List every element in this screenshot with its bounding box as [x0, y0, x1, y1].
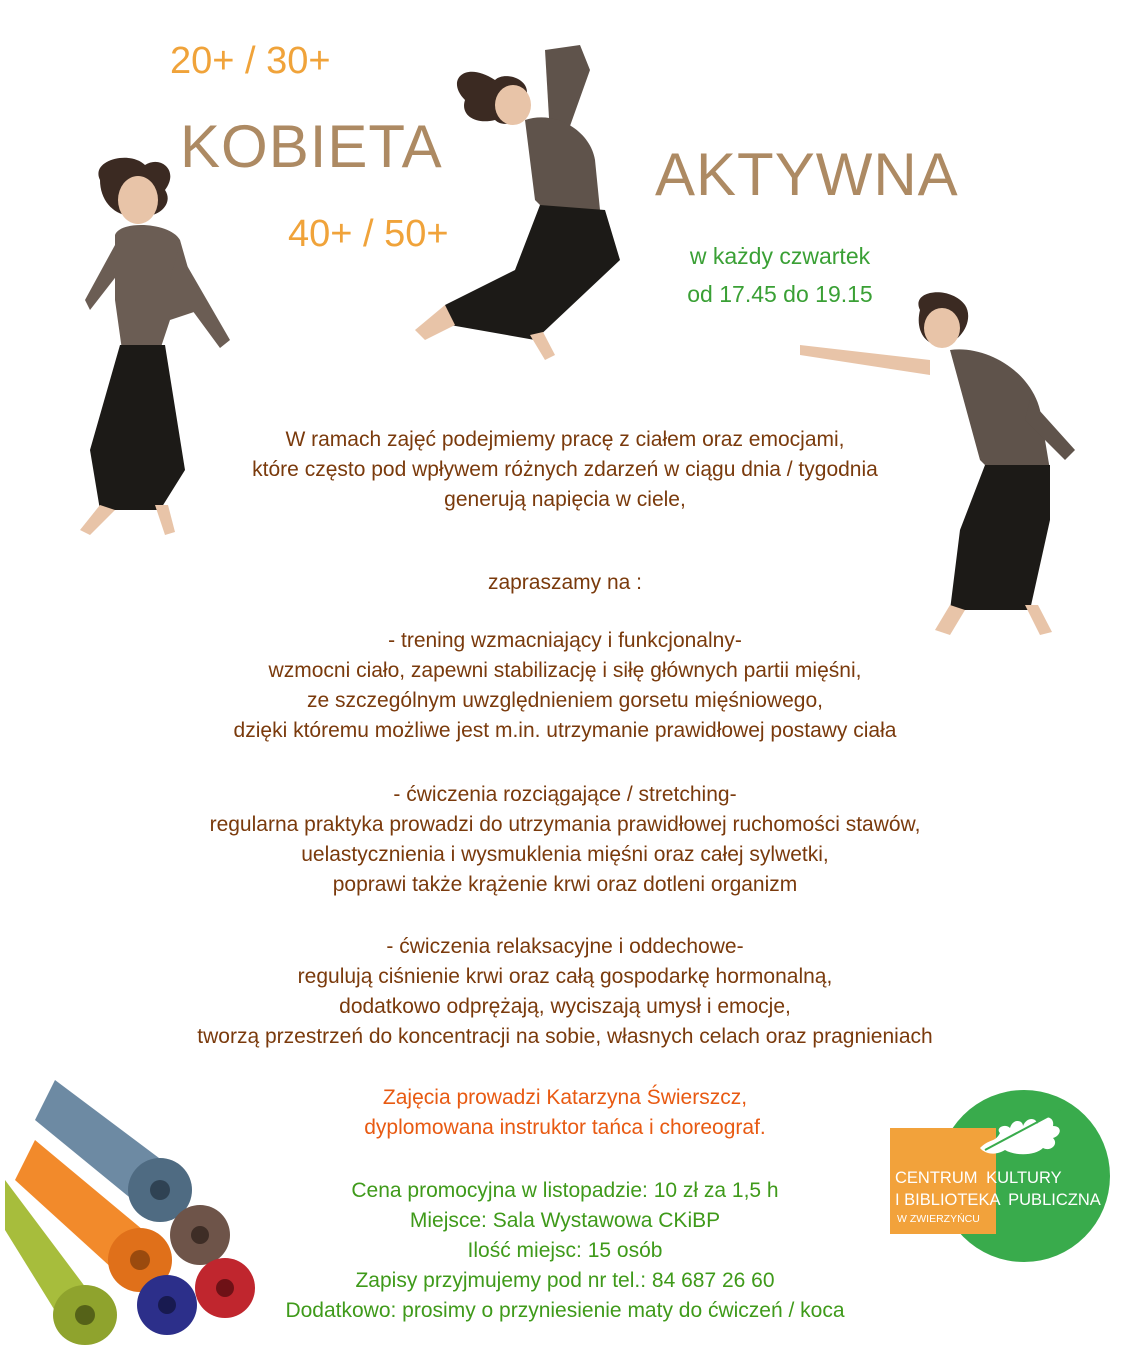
section-relaxation — [0, 932, 1130, 1052]
instructor-line: dyplomowana instruktor tańca i choreograf. — [364, 1116, 766, 1139]
section-stretching — [0, 780, 1130, 900]
info-extra: Dodatkowo: prosimy o przyniesienie maty do ćwiczeń / koca — [285, 1299, 845, 1322]
section-line: poprawi także krążenie krwi oraz dotleni organizm — [332, 873, 798, 896]
dancer-center-image — [405, 40, 645, 370]
intro-text — [0, 425, 1130, 515]
info-price: Cena promocyjna w listopadzie: 10 zł za 1,5 h — [351, 1179, 779, 1202]
section-heading: - ćwiczenia rozciągające / stretching- — [393, 783, 737, 806]
intro-line: które często pod wpływem różnych zdarzeń w ciągu dnia / tygodnia — [252, 458, 878, 481]
section-strength — [0, 626, 1130, 746]
section-line: uelastycznienia i wysmuklenia mięśni oraz całej sylwetki, — [301, 843, 829, 866]
section-line: dodatkowo odprężają, wyciszają umysł i emocje, — [339, 995, 791, 1018]
section-line: ze szczególnym uwzględnieniem gorsetu mięśniowego, — [307, 689, 823, 712]
invite-text — [0, 568, 1130, 598]
schedule-day: w każdy czwartek — [689, 243, 871, 269]
logo-line1 — [895, 1169, 1062, 1188]
oak-leaf-icon — [975, 1098, 1065, 1158]
section-line: tworzą przestrzeń do koncentracji na sobie, własnych celach oraz pragnieniach — [197, 1025, 933, 1048]
section-heading: - ćwiczenia relaksacyjne i oddechowe- — [386, 935, 744, 958]
logo-word-centrum: CENTRUM — [895, 1169, 978, 1187]
instructor-line: Zajęcia prowadzi Katarzyna Świerszcz, — [382, 1086, 748, 1109]
info-place: Miejsce: Sala Wystawowa CKiBP — [409, 1209, 721, 1232]
logo-line3: W ZWIERZYŃCU — [897, 1213, 980, 1225]
intro-line: generują napięcia w ciele, — [444, 488, 686, 511]
age-range-bottom: 40+ / 50+ — [288, 213, 449, 255]
section-line: regulują ciśnienie krwi oraz całą gospodarkę hormonalną, — [297, 965, 833, 988]
age-range-top: 20+ / 30+ — [170, 40, 331, 82]
section-line: wzmocni ciało, zapewni stabilizację i siłę głównych partii mięśni, — [268, 659, 862, 682]
section-line: regularna praktyka prowadzi do utrzymania prawidłowej ruchomości stawów, — [209, 813, 921, 836]
title-kobieta: KOBIETA — [180, 113, 443, 180]
invite-line: zapraszamy na : — [487, 571, 643, 594]
logo-word-kultury: KULTURY — [986, 1169, 1062, 1187]
section-heading: - trening wzmacniający i funkcjonalny- — [388, 629, 742, 652]
yoga-mats-image — [5, 1060, 260, 1345]
title-aktywna: AKTYWNA — [655, 141, 959, 208]
logo-word-publiczna: PUBLICZNA — [1008, 1191, 1101, 1209]
schedule-time: od 17.45 do 19.15 — [687, 281, 873, 307]
intro-line: W ramach zajęć podejmiemy pracę z ciałem oraz emocjami, — [285, 428, 845, 451]
section-line: dzięki któremu możliwe jest m.in. utrzymanie prawidłowej postawy ciała — [233, 719, 897, 742]
logo-line2 — [895, 1191, 1101, 1210]
info-seats: Ilość miejsc: 15 osób — [467, 1239, 663, 1262]
info-phone: Zapisy przyjmujemy pod nr tel.: 84 687 26 60 — [355, 1269, 775, 1292]
logo-word-biblioteka: I BIBLIOTEKA — [895, 1191, 1000, 1209]
